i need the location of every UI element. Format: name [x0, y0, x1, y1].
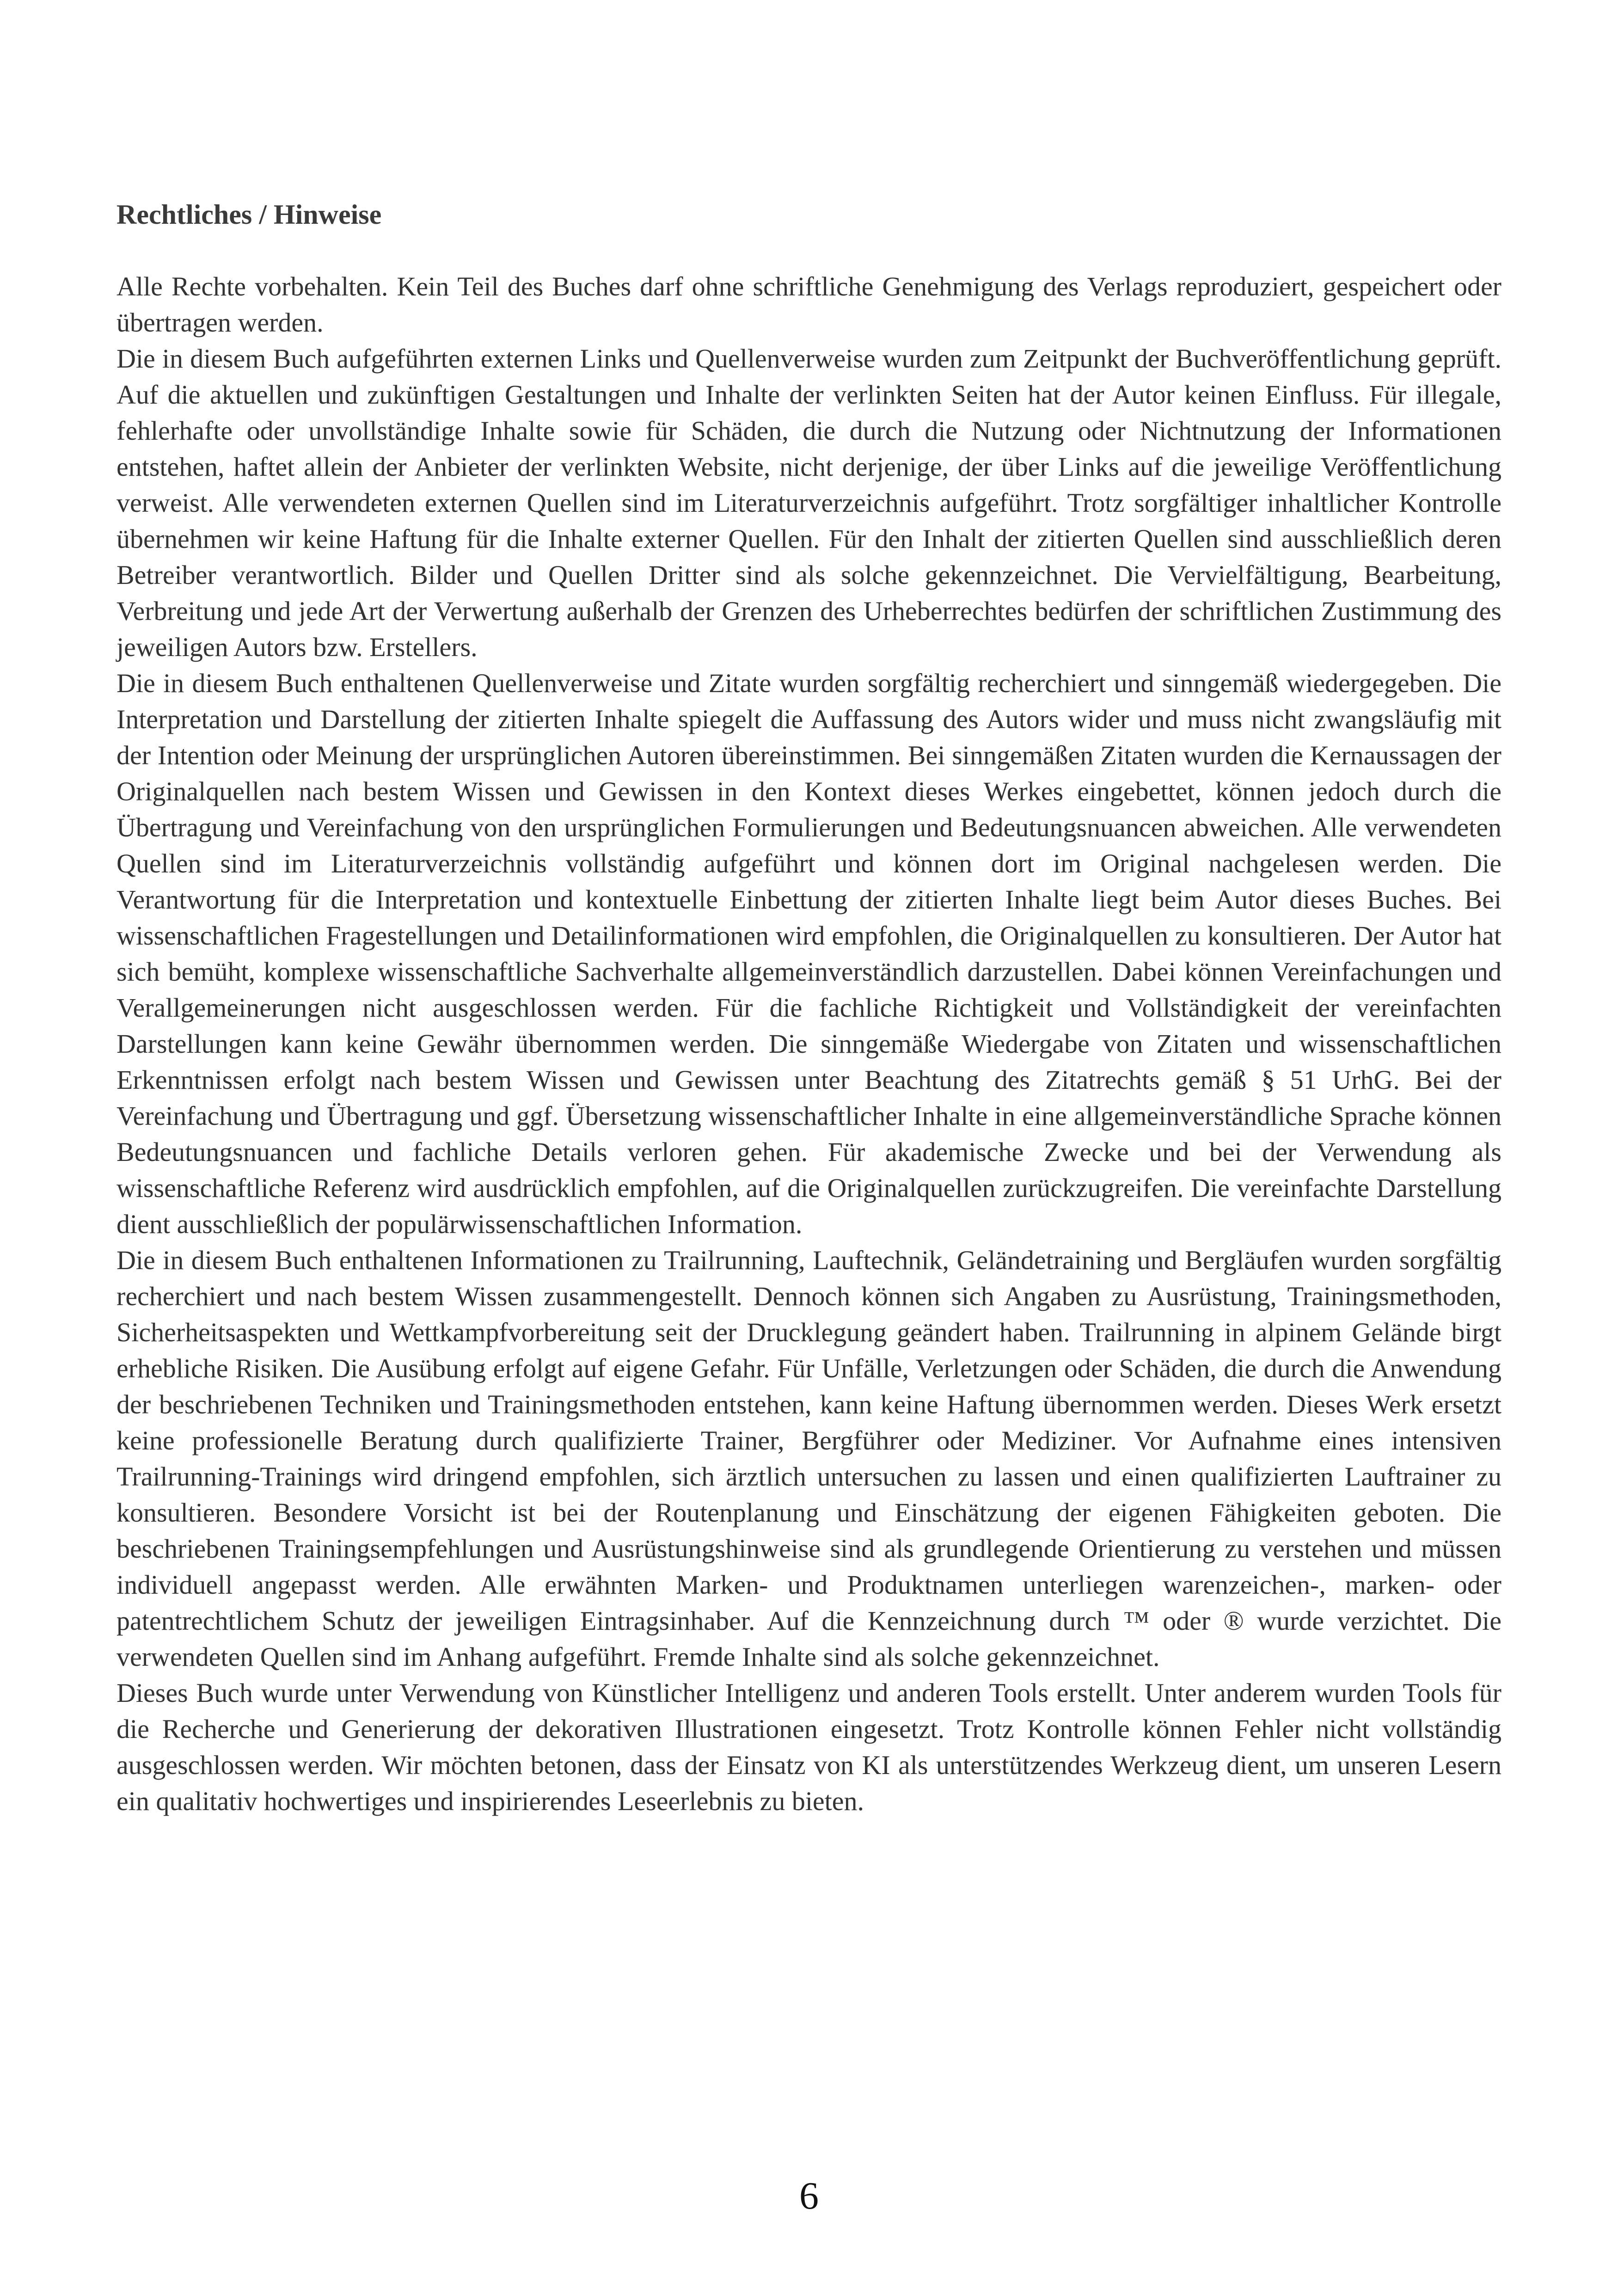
paragraph-citations: Die in diesem Buch enthaltenen Quellenverweise und Zitate wurden sorgfältig recherchiert und sinngemäß wiedergegeben. Die Interpretation und Darstellung der zitierten Inhalte spiegelt die Auffassung des Autors wider und muss nicht zwangsläufig mit der Intention oder Meinung der ursprünglichen Autoren übereinstimmen. Bei sinngemäßen Zitaten wurden die Kernaussagen der Originalquellen nach bestem Wissen und Gewissen in den Kontext dieses Werkes eingebettet, können jedoch durch die Übertragung und Vereinfachung von den ursprünglichen Formulierungen und Bedeutungsnuancen abweichen. Alle verwendeten Quellen sind im Literaturverzeichnis vollständig aufgeführt und können dort im Original nachgelesen werden. Die Verantwortung für die Interpretation und kontextuelle Einbettung der zitierten Inhalte liegt beim Autor dieses Buches. Bei wissenschaftlichen Fragestellungen und Detailinformationen wird empfohlen, die Originalquellen zu konsultieren. Der Autor hat sich bemüht, komplexe wissenschaftliche Sachverhalte allgemeinverständlich darzustellen. Dabei können Vereinfachungen und Verallgemeinerungen nicht ausgeschlossen werden. Für die fachliche Richtigkeit und Vollständigkeit der vereinfachten Darstellungen kann keine Gewähr übernommen werden. Die sinngemäße Wiedergabe von Zitaten und wissenschaftlichen Erkenntnissen erfolgt nach bestem Wissen und Gewissen unter Beachtung des Zitatrechts gemäß § 51 UrhG. Bei der Vereinfachung und Übertragung und ggf. Übersetzung wissenschaftlicher Inhalte in eine allgemeinverständliche Sprache können Bedeutungsnuancen und fachliche Details verloren gehen. Für akademische Zwecke und bei der Verwendung als wissenschaftliche Referenz wird ausdrücklich empfohlen, auf die Originalquellen zurückzugreifen. Die vereinfachte Darstellung dient ausschließlich der populärwissenschaftlichen Information.	[116, 668, 1502, 1239]
legal-notice-page	[116, 196, 1502, 1819]
paragraph-rights-reserved: Alle Rechte vorbehalten. Kein Teil des Buches darf ohne schriftliche Genehmigung des Verlags reproduziert, gespeichert oder übertragen werden.	[116, 271, 1502, 338]
paragraph-ai-notice: Dieses Buch wurde unter Verwendung von Künstlicher Intelligenz und anderen Tools erstellt. Unter anderem wurden Tools für die Recherche und Generierung der dekorativen Illustrationen eingesetzt. Trotz Kontrolle können Fehler nicht vollständig ausgeschlossen werden. Wir möchten betonen, dass der Einsatz von KI als unterstützendes Werkzeug dient, um unseren Lesern ein qualitativ hochwertiges und inspirierendes Leseerlebnis zu bieten.	[116, 1678, 1502, 1816]
paragraph-trailrunning-disclaimer: Die in diesem Buch enthaltenen Informationen zu Trailrunning, Lauftechnik, Geländetraining und Bergläufen wurden sorgfältig recherchiert und nach bestem Wissen zusammengestellt. Dennoch können sich Angaben zu Ausrüstung, Trainingsmethoden, Sicherheitsaspekten und Wettkampfvorbereitung seit der Drucklegung geändert haben. Trailrunning in alpinem Gelände birgt erhebliche Risiken. Die Ausübung erfolgt auf eigene Gefahr. Für Unfälle, Verletzungen oder Schäden, die durch die Anwendung der beschriebenen Techniken und Trainingsmethoden entstehen, kann keine Haftung übernommen werden. Dieses Werk ersetzt keine professionelle Beratung durch qualifizierte Trainer, Bergführer oder Mediziner. Vor Aufnahme eines intensiven Trailrunning-Trainings wird dringend empfohlen, sich ärztlich untersuchen zu lassen und einen qualifizierten Lauftrainer zu konsultieren. Besondere Vorsicht ist bei der Routenplanung und Einschätzung der eigenen Fähigkeiten geboten. Die beschriebenen Trainingsempfehlungen und Ausrüstungshinweise sind als grundlegende Orientierung zu verstehen und müssen individuell angepasst werden. Alle erwähnten Marken- und Produktnamen unterliegen warenzeichen-, marken- oder patentrechtlichem Schutz der jeweiligen Eintragsinhaber. Auf die Kennzeichnung durch ™ oder ® wurde verzichtet. Die verwendeten Quellen sind im Anhang aufgeführt. Fremde Inhalte sind als solche gekennzeichnet.	[116, 1245, 1502, 1672]
paragraph-external-links: Die in diesem Buch aufgeführten externen Links und Quellenverweise wurden zum Zeitpunkt der Buchveröffentlichung geprüft. Auf die aktuellen und zukünftigen Gestaltungen und Inhalte der verlinkten Seiten hat der Autor keinen Einfluss. Für illegale, fehlerhafte oder unvollständige Inhalte sowie für Schäden, die durch die Nutzung oder Nichtnutzung der Informationen entstehen, haftet allein der Anbieter der verlinkten Website, nicht derjenige, der über Links auf die jeweilige Veröffentlichung verweist. Alle verwendeten externen Quellen sind im Literaturverzeichnis aufgeführt. Trotz sorgfältiger inhaltlicher Kontrolle übernehmen wir keine Haftung für die Inhalte externer Quellen. Für den Inhalt der zitierten Quellen sind ausschließlich deren Betreiber verantwortlich. Bilder und Quellen Dritter sind als solche gekennzeichnet. Die Vervielfältigung, Bearbeitung, Verbreitung und jede Art der Verwertung außerhalb der Grenzen des Urheberrechtes bedürfen der schriftlichen Zustimmung des jeweiligen Autors bzw. Erstellers.	[116, 344, 1502, 662]
page-heading: Rechtliches / Hinweise	[116, 199, 382, 230]
page-number: 6	[799, 2174, 819, 2217]
